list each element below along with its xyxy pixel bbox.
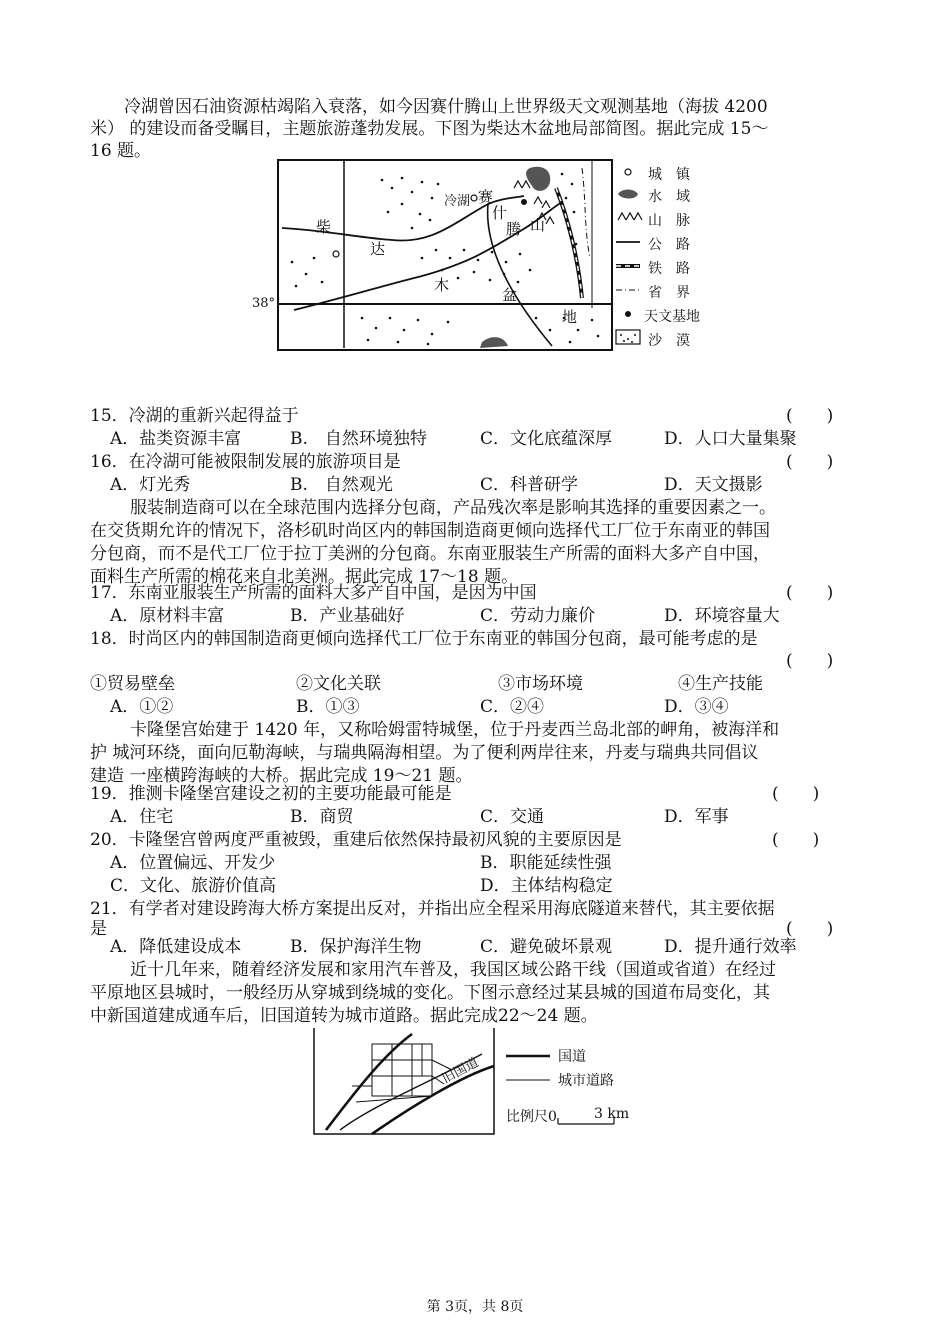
intro2-line3: 分包商，而不是代工厂位于拉丁美洲的分包商。东南亚服装生产所需的面料大多产自中国， bbox=[90, 544, 770, 564]
legend-mountain: 山 脉 bbox=[648, 213, 690, 229]
q17-option-a[interactable]: A．原材料丰富 bbox=[110, 606, 225, 626]
q15-answer-blank[interactable]: ( ) bbox=[786, 406, 834, 426]
intro2-line2: 在交货期允许的情况下，洛杉矶时尚区内的韩国制造商更倾向选择代工厂位于东南亚的韩国 bbox=[90, 521, 770, 541]
q20-answer-blank[interactable]: ( ) bbox=[772, 830, 820, 850]
q19-answer-blank[interactable]: ( ) bbox=[772, 784, 820, 804]
q18-statement-1: ①贸易壁垒 bbox=[90, 674, 175, 694]
q16-stem: 16．在冷湖可能被限制发展的旅游项目是 bbox=[90, 452, 401, 472]
q17-option-c[interactable]: C．劳动力廉价 bbox=[480, 606, 596, 626]
legend-water: 水 域 bbox=[648, 189, 690, 205]
q18-option-b[interactable]: B．①③ bbox=[296, 697, 360, 717]
county-road-map bbox=[312, 1026, 652, 1138]
scale-value: 3 km bbox=[594, 1106, 630, 1122]
q21-stem-line1: 21．有学者对建设跨海大桥方案提出反对，并指出应全程采用海底隧道来替代，其主要依据 bbox=[90, 899, 775, 919]
qaidam-map bbox=[252, 158, 702, 354]
legend-national-road: 国道 bbox=[558, 1049, 586, 1065]
map-label-shi: 什 bbox=[492, 204, 508, 222]
intro1-line1: 冷湖曾因石油资源枯竭陷入衰落，如今因赛什腾山上世界级天文观测基地（海拔 4200 bbox=[124, 97, 768, 117]
q21-option-c[interactable]: C．避免破坏景观 bbox=[480, 937, 613, 957]
q15-option-a[interactable]: A．盐类资源丰富 bbox=[110, 429, 242, 449]
q18-statement-2: ②文化关联 bbox=[296, 674, 381, 694]
scale-zero: 0 bbox=[548, 1109, 557, 1125]
q18-stem: 18．时尚区内的韩国制造商更倾向选择代工厂位于东南亚的韩国分包商，最可能考虑的是 bbox=[90, 629, 758, 649]
intro3-line2: 护 城河环绕，面向厄勒海峡，与瑞典隔海相望。为了便利两岸往来，丹麦与瑞典共同倡议 bbox=[90, 743, 759, 763]
q21-answer-blank[interactable]: ( ) bbox=[786, 919, 834, 939]
map-label-chai: 柴 bbox=[316, 218, 332, 236]
q15-option-b[interactable]: B. 自然环境独特 bbox=[290, 429, 427, 449]
q19-option-c[interactable]: C．交通 bbox=[480, 807, 545, 827]
q16-option-d[interactable]: D．天文摄影 bbox=[664, 475, 763, 495]
q18-statement-4: ④生产技能 bbox=[678, 674, 763, 694]
intro3-line1: 卡隆堡宫始建于 1420 年，又称哈姆雷特城堡，位于丹麦西兰岛北部的岬角，被海洋和 bbox=[130, 720, 780, 740]
q19-option-d[interactable]: D．军事 bbox=[664, 807, 729, 827]
legend-railway: 铁 路 bbox=[648, 261, 690, 277]
intro1-line3: 16 题。 bbox=[90, 141, 152, 161]
map-label-di: 地 bbox=[562, 308, 578, 326]
legend-town: 城 镇 bbox=[648, 167, 690, 183]
legend-road: 公 路 bbox=[648, 237, 690, 253]
q21-option-a[interactable]: A．降低建设成本 bbox=[110, 937, 242, 957]
map-label-mu: 木 bbox=[434, 276, 450, 294]
intro4-line3: 中新国道建成通车后，旧国道转为城市道路。据此完成22～24 题。 bbox=[90, 1006, 598, 1026]
q19-stem: 19．推测卡隆堡宫建设之初的主要功能最可能是 bbox=[90, 784, 452, 804]
legend-desert: 沙 漠 bbox=[648, 333, 690, 349]
q17-option-d[interactable]: D．环境容量大 bbox=[664, 606, 780, 626]
q18-answer-blank[interactable]: ( ) bbox=[786, 651, 834, 671]
legend-city-road: 城市道路 bbox=[558, 1073, 614, 1089]
intro3-line3: 建造 一座横跨海峡的大桥。据此完成 19～21 题。 bbox=[90, 766, 473, 786]
old-national-road-label: 旧国道 bbox=[439, 1055, 482, 1087]
q20-option-a[interactable]: A．位置偏远、开发少 bbox=[110, 853, 276, 873]
map-label-teng: 腾 bbox=[506, 220, 522, 238]
q16-option-b[interactable]: B. 自然观光 bbox=[290, 475, 393, 495]
intro2-line1: 服装制造商可以在全球范围内选择分包商，产品残次率是影响其选择的重要因素之一。 bbox=[130, 498, 776, 518]
page-footer: 第 3页，共 8页 bbox=[426, 1299, 524, 1315]
q20-option-d[interactable]: D．主体结构稳定 bbox=[480, 876, 613, 896]
legend-province-border: 省 界 bbox=[648, 285, 690, 301]
map-label-latitude: 38° bbox=[252, 296, 276, 311]
q16-answer-blank[interactable]: ( ) bbox=[786, 452, 834, 472]
q18-statement-3: ③市场环境 bbox=[498, 674, 583, 694]
q15-stem: 15．冷湖的重新兴起得益于 bbox=[90, 406, 299, 426]
q21-stem-line2: 是 bbox=[90, 919, 107, 939]
q20-stem: 20．卡隆堡宫曾两度严重被毁，重建后依然保持最初风貌的主要原因是 bbox=[90, 830, 622, 850]
intro4-line1: 近十几年来，随着经济发展和家用汽车普及，我国区域公路干线（国道或省道）在经过 bbox=[130, 960, 776, 980]
q20-option-b[interactable]: B．职能延续性强 bbox=[480, 853, 612, 873]
q18-option-d[interactable]: D．③④ bbox=[664, 697, 729, 717]
map-label-lenghu: 冷湖 bbox=[444, 194, 471, 209]
intro4-line2: 平原地区县城时，一般经历从穿城到绕城的变化。下图示意经过某县城的国道布局变化，其 bbox=[90, 983, 770, 1003]
q17-answer-blank[interactable]: ( ) bbox=[786, 583, 834, 603]
intro2-line4: 面料生产所需的棉花来自北美洲。据此完成 17～18 题。 bbox=[90, 567, 519, 587]
q16-option-c[interactable]: C．科普研学 bbox=[480, 475, 579, 495]
q16-option-a[interactable]: A．灯光秀 bbox=[110, 475, 191, 495]
q18-option-c[interactable]: C．②④ bbox=[480, 697, 545, 717]
q17-option-b[interactable]: B．产业基础好 bbox=[290, 606, 405, 626]
q19-option-b[interactable]: B．商贸 bbox=[290, 807, 354, 827]
q20-option-c[interactable]: C．文化、旅游价值高 bbox=[110, 876, 277, 896]
scale-word: 比例尺 bbox=[506, 1109, 548, 1125]
q21-option-b[interactable]: B．保护海洋生物 bbox=[290, 937, 422, 957]
scale-label bbox=[506, 1106, 557, 1126]
legend-astronomy-base: 天文基地 bbox=[644, 309, 700, 325]
map-label-da: 达 bbox=[370, 240, 386, 258]
map-label-shan: 山 bbox=[530, 216, 546, 234]
q21-option-d[interactable]: D．提升通行效率 bbox=[664, 937, 797, 957]
map-label-sai: 赛 bbox=[478, 188, 494, 206]
q15-option-d[interactable]: D．人口大量集聚 bbox=[664, 429, 797, 449]
q18-option-a[interactable]: A．①② bbox=[110, 697, 174, 717]
q17-stem: 17．东南亚服装生产所需的面料大多产自中国，是因为中国 bbox=[90, 583, 537, 603]
map-label-pen: 盆 bbox=[502, 286, 518, 304]
q15-option-c[interactable]: C．文化底蕴深厚 bbox=[480, 429, 613, 449]
intro1-line2: 米） 的建设而备受瞩目，主题旅游蓬勃发展。下图为柴达木盆地局部简图。据此完成 15～ bbox=[90, 119, 769, 139]
q19-option-a[interactable]: A．住宅 bbox=[110, 807, 174, 827]
